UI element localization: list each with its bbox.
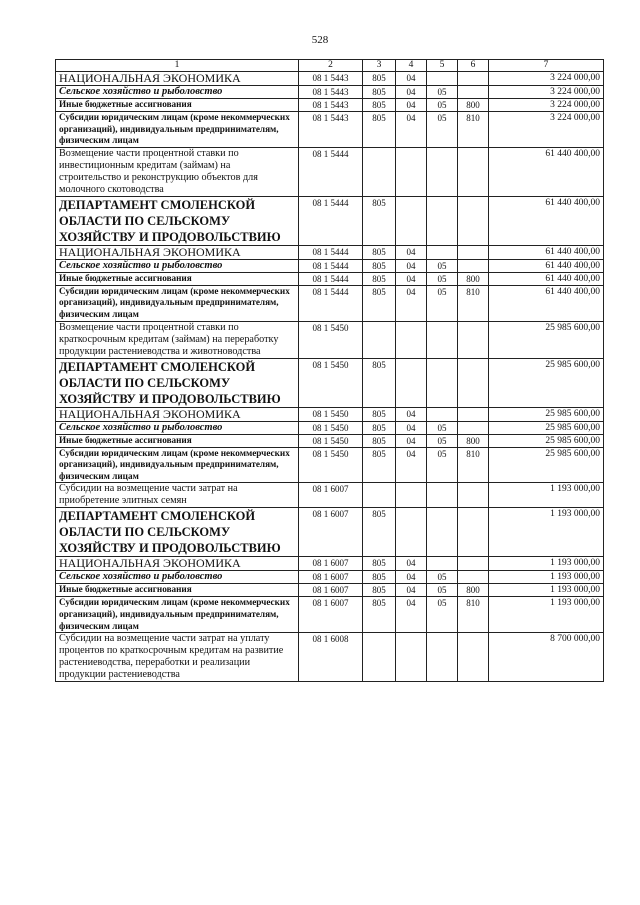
row-name: Возмещение части процентной ставки по краткосрочным кредитам (займам) на переработку продукции растениеводства и животноводства (56, 321, 299, 358)
row-col6 (458, 571, 489, 584)
table-row (56, 86, 604, 99)
row-code: 08 1 5444 (299, 196, 363, 245)
row-col6: 810 (458, 597, 489, 633)
row-col6: 800 (458, 272, 489, 285)
table-row (56, 272, 604, 285)
row-amount: 3 224 000,00 (489, 72, 604, 86)
row-amount: 1 193 000,00 (489, 584, 604, 597)
row-code: 08 1 5450 (299, 447, 363, 483)
row-col4: 04 (396, 557, 427, 571)
row-code: 08 1 6007 (299, 584, 363, 597)
row-col5: 05 (427, 434, 458, 447)
table-row (56, 483, 604, 508)
row-amount: 61 440 400,00 (489, 259, 604, 272)
row-col3: 805 (363, 99, 396, 112)
row-col6: 800 (458, 99, 489, 112)
table-row (56, 72, 604, 86)
row-col3 (363, 633, 396, 682)
row-name: НАЦИОНАЛЬНАЯ ЭКОНОМИКА (56, 407, 299, 421)
row-code: 08 1 6007 (299, 483, 363, 508)
row-amount: 1 193 000,00 (489, 557, 604, 571)
row-col4: 04 (396, 112, 427, 148)
row-code: 08 1 6007 (299, 557, 363, 571)
row-col3: 805 (363, 557, 396, 571)
row-col4: 04 (396, 272, 427, 285)
row-amount: 25 985 600,00 (489, 407, 604, 421)
row-code: 08 1 5443 (299, 86, 363, 99)
column-header: 5 (427, 60, 458, 72)
table-row (56, 508, 604, 557)
row-col5: 05 (427, 99, 458, 112)
row-col5 (427, 245, 458, 259)
row-amount: 3 224 000,00 (489, 99, 604, 112)
table-row (56, 245, 604, 259)
row-col4: 04 (396, 86, 427, 99)
row-col5: 05 (427, 285, 458, 321)
row-col4 (396, 633, 427, 682)
row-col5: 05 (427, 259, 458, 272)
row-col6 (458, 407, 489, 421)
row-name: Субсидии юридическим лицам (кроме некоммерческих организаций), индивидуальным предпринимателям, физическим лицам (56, 447, 299, 483)
row-col3: 805 (363, 571, 396, 584)
row-name: НАЦИОНАЛЬНАЯ ЭКОНОМИКА (56, 557, 299, 571)
row-col3: 805 (363, 447, 396, 483)
row-name: НАЦИОНАЛЬНАЯ ЭКОНОМИКА (56, 72, 299, 86)
row-col5 (427, 407, 458, 421)
row-col4: 04 (396, 259, 427, 272)
row-col6: 810 (458, 285, 489, 321)
row-code: 08 1 5444 (299, 272, 363, 285)
row-col5 (427, 72, 458, 86)
row-col6 (458, 557, 489, 571)
row-amount: 25 985 600,00 (489, 321, 604, 358)
row-amount: 3 224 000,00 (489, 112, 604, 148)
row-col5: 05 (427, 86, 458, 99)
row-col5: 05 (427, 272, 458, 285)
row-col5 (427, 147, 458, 196)
row-col4 (396, 147, 427, 196)
row-col3: 805 (363, 259, 396, 272)
row-amount: 61 440 400,00 (489, 147, 604, 196)
row-name: Возмещение части процентной ставки по инвестиционным кредитам (займам) на строительство и реконструкцию объектов для молочного скотоводства (56, 147, 299, 196)
row-col6: 800 (458, 434, 489, 447)
column-header-row (56, 60, 604, 72)
row-code: 08 1 6007 (299, 597, 363, 633)
row-col5 (427, 483, 458, 508)
row-col3: 805 (363, 584, 396, 597)
row-code: 08 1 5443 (299, 112, 363, 148)
row-amount: 25 985 600,00 (489, 421, 604, 434)
row-code: 08 1 6007 (299, 508, 363, 557)
row-name: Сельское хозяйство и рыболовство (56, 259, 299, 272)
row-col3: 805 (363, 72, 396, 86)
row-code: 08 1 5450 (299, 407, 363, 421)
row-code: 08 1 5450 (299, 358, 363, 407)
row-col5: 05 (427, 571, 458, 584)
row-amount: 61 440 400,00 (489, 245, 604, 259)
row-name: НАЦИОНАЛЬНАЯ ЭКОНОМИКА (56, 245, 299, 259)
table-row (56, 597, 604, 633)
table-row (56, 147, 604, 196)
row-code: 08 1 5450 (299, 421, 363, 434)
row-col3: 805 (363, 407, 396, 421)
row-col6 (458, 72, 489, 86)
row-col6: 800 (458, 584, 489, 597)
row-name: ДЕПАРТАМЕНТ СМОЛЕНСКОЙ ОБЛАСТИ ПО СЕЛЬСКОМУ ХОЗЯЙСТВУ И ПРОДОВОЛЬСТВИЮ (56, 358, 299, 407)
row-col6 (458, 259, 489, 272)
row-name: Иные бюджетные ассигнования (56, 99, 299, 112)
table-row (56, 285, 604, 321)
row-amount: 61 440 400,00 (489, 272, 604, 285)
row-col4: 04 (396, 407, 427, 421)
row-col6 (458, 245, 489, 259)
row-name: Субсидии юридическим лицам (кроме некоммерческих организаций), индивидуальным предпринимателям, физическим лицам (56, 112, 299, 148)
row-col4: 04 (396, 99, 427, 112)
row-col4 (396, 508, 427, 557)
table-row (56, 259, 604, 272)
table-row (56, 421, 604, 434)
table-row (56, 557, 604, 571)
row-col3: 805 (363, 508, 396, 557)
column-header: 1 (56, 60, 299, 72)
row-col4: 04 (396, 434, 427, 447)
row-amount: 1 193 000,00 (489, 571, 604, 584)
row-name: Субсидии юридическим лицам (кроме некоммерческих организаций), индивидуальным предпринимателям, физическим лицам (56, 285, 299, 321)
row-code: 08 1 5444 (299, 147, 363, 196)
row-col3: 805 (363, 196, 396, 245)
row-col6: 810 (458, 447, 489, 483)
row-col6 (458, 321, 489, 358)
row-col4 (396, 483, 427, 508)
row-code: 08 1 5450 (299, 321, 363, 358)
row-code: 08 1 5450 (299, 434, 363, 447)
table-row (56, 321, 604, 358)
budget-table (55, 59, 604, 682)
row-col5 (427, 633, 458, 682)
row-amount: 61 440 400,00 (489, 285, 604, 321)
table-row (56, 633, 604, 682)
row-col4: 04 (396, 571, 427, 584)
row-col4: 04 (396, 447, 427, 483)
row-name: Сельское хозяйство и рыболовство (56, 421, 299, 434)
row-amount: 1 193 000,00 (489, 597, 604, 633)
row-name: Иные бюджетные ассигнования (56, 584, 299, 597)
row-col3: 805 (363, 597, 396, 633)
row-col6 (458, 196, 489, 245)
row-col4 (396, 321, 427, 358)
row-amount: 8 700 000,00 (489, 633, 604, 682)
row-amount: 3 224 000,00 (489, 86, 604, 99)
row-col4: 04 (396, 597, 427, 633)
row-amount: 1 193 000,00 (489, 483, 604, 508)
row-name: Сельское хозяйство и рыболовство (56, 571, 299, 584)
row-code: 08 1 5443 (299, 72, 363, 86)
row-col3: 805 (363, 245, 396, 259)
row-amount: 25 985 600,00 (489, 358, 604, 407)
row-col6 (458, 358, 489, 407)
row-col6 (458, 86, 489, 99)
row-name: ДЕПАРТАМЕНТ СМОЛЕНСКОЙ ОБЛАСТИ ПО СЕЛЬСКОМУ ХОЗЯЙСТВУ И ПРОДОВОЛЬСТВИЮ (56, 508, 299, 557)
row-col3 (363, 321, 396, 358)
row-col5 (427, 321, 458, 358)
row-col3: 805 (363, 285, 396, 321)
row-col5 (427, 557, 458, 571)
row-col3 (363, 483, 396, 508)
row-name: Иные бюджетные ассигнования (56, 434, 299, 447)
row-code: 08 1 5443 (299, 99, 363, 112)
table-row (56, 434, 604, 447)
row-col3: 805 (363, 86, 396, 99)
table-row (56, 196, 604, 245)
row-code: 08 1 5444 (299, 259, 363, 272)
row-name: Субсидии на возмещение части затрат на уплату процентов по краткосрочным кредитам на развитие растениеводства, переработки и реализации продукции растениеводства (56, 633, 299, 682)
column-header: 7 (489, 60, 604, 72)
row-col3: 805 (363, 272, 396, 285)
row-col6: 810 (458, 112, 489, 148)
row-col5 (427, 508, 458, 557)
row-col3: 805 (363, 421, 396, 434)
row-col4 (396, 358, 427, 407)
row-col4: 04 (396, 584, 427, 597)
table-row (56, 112, 604, 148)
row-col4: 04 (396, 245, 427, 259)
row-col6 (458, 421, 489, 434)
column-header: 3 (363, 60, 396, 72)
row-col6 (458, 633, 489, 682)
row-col6 (458, 147, 489, 196)
row-amount: 25 985 600,00 (489, 447, 604, 483)
column-header: 4 (396, 60, 427, 72)
row-col5 (427, 196, 458, 245)
row-col3: 805 (363, 112, 396, 148)
row-code: 08 1 6007 (299, 571, 363, 584)
row-amount: 25 985 600,00 (489, 434, 604, 447)
row-col4 (396, 196, 427, 245)
table-row (56, 571, 604, 584)
row-code: 08 1 6008 (299, 633, 363, 682)
row-col5 (427, 358, 458, 407)
row-col5: 05 (427, 421, 458, 434)
row-col4: 04 (396, 421, 427, 434)
row-code: 08 1 5444 (299, 285, 363, 321)
row-col3: 805 (363, 358, 396, 407)
table-body (56, 60, 604, 682)
row-col6 (458, 508, 489, 557)
row-col5: 05 (427, 112, 458, 148)
row-col5: 05 (427, 584, 458, 597)
row-col3: 805 (363, 434, 396, 447)
table-row (56, 407, 604, 421)
row-amount: 1 193 000,00 (489, 508, 604, 557)
row-name: ДЕПАРТАМЕНТ СМОЛЕНСКОЙ ОБЛАСТИ ПО СЕЛЬСКОМУ ХОЗЯЙСТВУ И ПРОДОВОЛЬСТВИЮ (56, 196, 299, 245)
row-col5: 05 (427, 447, 458, 483)
table-row (56, 99, 604, 112)
table-row (56, 358, 604, 407)
row-col3 (363, 147, 396, 196)
table-row (56, 584, 604, 597)
row-name: Субсидии юридическим лицам (кроме некоммерческих организаций), индивидуальным предпринимателям, физическим лицам (56, 597, 299, 633)
row-name: Субсидии на возмещение части затрат на приобретение элитных семян (56, 483, 299, 508)
row-col4: 04 (396, 72, 427, 86)
row-amount: 61 440 400,00 (489, 196, 604, 245)
row-code: 08 1 5444 (299, 245, 363, 259)
row-col5: 05 (427, 597, 458, 633)
row-name: Сельское хозяйство и рыболовство (56, 86, 299, 99)
row-col4: 04 (396, 285, 427, 321)
table-row (56, 447, 604, 483)
page-number: 528 (311, 34, 329, 46)
row-name: Иные бюджетные ассигнования (56, 272, 299, 285)
column-header: 6 (458, 60, 489, 72)
column-header: 2 (299, 60, 363, 72)
row-col6 (458, 483, 489, 508)
